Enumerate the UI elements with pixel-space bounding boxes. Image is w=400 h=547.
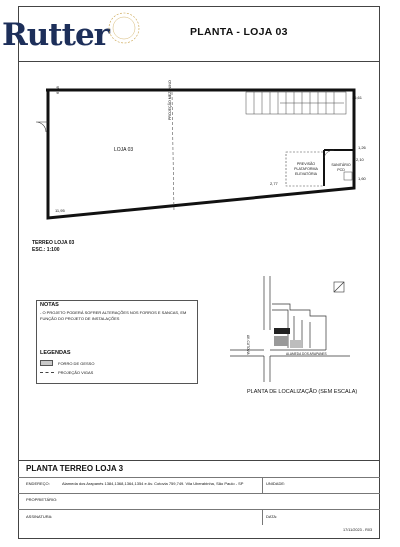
company-logo: Rutter xyxy=(2,17,109,53)
floor-plan xyxy=(18,62,380,232)
projection-label: PROJEÇÃO MEZANINO xyxy=(168,80,172,120)
data-label: DATA: xyxy=(266,514,278,519)
platform-label: PREVISÃO PLATAFORMA ELEVATÓRIA xyxy=(294,162,318,176)
unidade-label: UNIDADE: xyxy=(266,481,286,486)
dim-inner: 2,77 xyxy=(270,181,278,186)
dim-left-bottom: 11,95 xyxy=(55,208,65,213)
legend-title: LEGENDAS xyxy=(40,350,71,356)
dim-left-top: 6,58 xyxy=(55,86,60,94)
title-block-vdivider xyxy=(262,509,263,525)
dim-right-wc: 2,10 xyxy=(356,157,364,162)
title-block-row-divider xyxy=(18,493,380,494)
logo-seal-icon xyxy=(104,8,144,48)
legend-swatch-gesso xyxy=(40,360,53,366)
street-vertical-label: AV. CUTOVIA xyxy=(246,335,250,355)
assinatura-label: ASSINATURA: xyxy=(26,514,53,519)
legend-item-gesso: FORRO DE GESSO xyxy=(58,361,95,366)
proprietario-label: PROPRIETÁRIO: xyxy=(26,497,58,502)
dim-right-mid: 1,26 xyxy=(358,145,366,150)
room-label: LOJA 03 xyxy=(114,147,134,153)
drawing-caption-scale: ESC.: 1:100 xyxy=(32,247,60,253)
endereco-value: Alameda dos Arapanés 1384,1368,1364,1354 e Av. Cotovia 759,749. Vila Uberabinha, São Paulo - SP xyxy=(62,481,244,486)
title-block-row-divider xyxy=(18,509,380,510)
notes-text: - O PROJETO PODERÁ SOFRER ALTERAÇÕES NOS FORROS E SANCAS, EM FUNÇÃO DO PROJETO DE INSTALAÇÕES xyxy=(40,310,187,321)
dim-right-wc-small: 1,60 xyxy=(358,176,366,181)
legend-dash-vigas xyxy=(40,372,54,373)
title-block-row-divider xyxy=(18,477,380,478)
notes-title: NOTAS xyxy=(40,302,59,308)
endereco-label: ENDEREÇO: xyxy=(26,481,50,486)
legend-item-vigas: PROJEÇÃO VIGAS xyxy=(58,370,94,375)
drawing-caption-name: TERREO LOJA 03 xyxy=(32,240,75,246)
title-block-vdivider xyxy=(262,477,263,493)
revision-stamp: 17/11/2023 - R03 xyxy=(343,528,373,532)
page-title: PLANTA - LOJA 03 xyxy=(190,26,288,38)
location-map xyxy=(230,270,360,388)
street-horizontal-label: ALAMEDA DOS ARAPANES xyxy=(286,352,327,356)
wc-label: SANITÁRIO PCD xyxy=(331,163,351,172)
location-caption: PLANTA DE LOCALIZAÇÃO (SEM ESCALA) xyxy=(247,389,358,395)
dim-top-right: 16,61 xyxy=(352,95,363,100)
title-block-title: PLANTA TERREO LOJA 3 xyxy=(26,464,124,473)
